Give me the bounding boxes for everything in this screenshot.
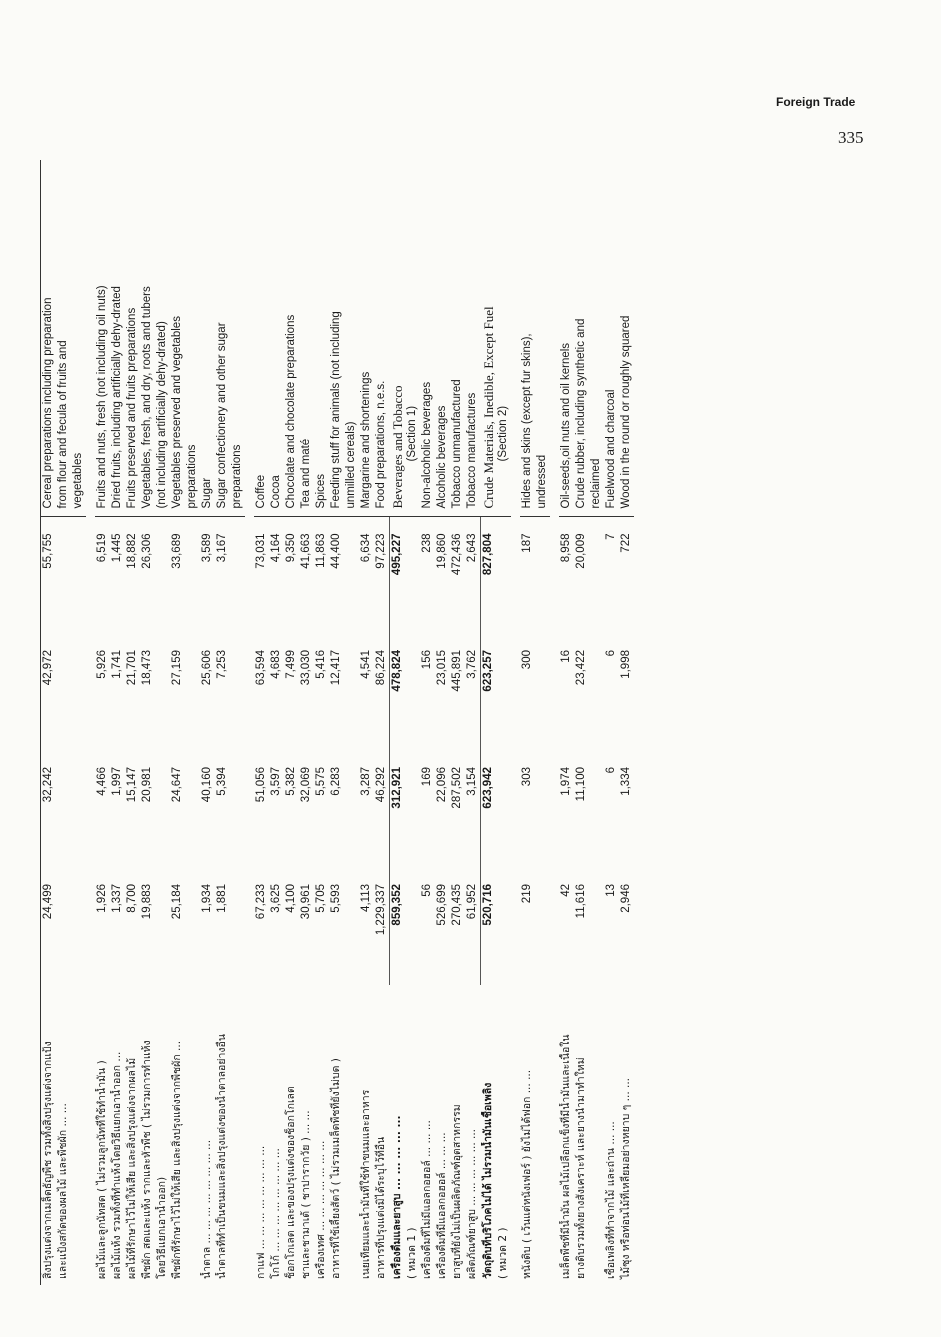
value-col-2: 623,942 [481, 751, 497, 868]
value-col-1: 19,883 [141, 884, 153, 920]
value-col-2: 5,382 [285, 767, 297, 796]
value-col-1: 1,934 [201, 884, 213, 913]
value-col-4: 18,882 [126, 533, 138, 569]
value-col-4: 7 [605, 533, 617, 540]
thai-description: ช็อกโกเลต และของปรุงแต่งของช็อกโกเลต [285, 1086, 297, 1279]
value-col-4: 11,863 [315, 533, 327, 568]
table-row [574, 160, 589, 1285]
value-col-3 [230, 634, 245, 751]
english-description: Food preparations, n.e.s. [374, 160, 390, 517]
english-description: preparations [230, 160, 245, 517]
table-row [589, 160, 604, 1285]
value-col-2: 5,394 [216, 767, 228, 796]
value-col-4: 1,445 [111, 533, 123, 563]
value-col-4: 472,436 [451, 533, 463, 576]
value-col-2: 20,981 [141, 767, 153, 803]
value-col-2: 32,242 [42, 767, 54, 803]
value-col-1: 5,705 [315, 884, 327, 913]
table-row [329, 160, 344, 1285]
value-col-3: 18,473 [141, 650, 153, 686]
english-description: Sugar confectionery and other sugar [215, 160, 230, 517]
table-row [359, 160, 374, 1285]
value-col-1 [535, 868, 550, 985]
value-col-3 [155, 634, 170, 751]
english-description: (not including artificially dehy-drated) [155, 160, 170, 517]
thai-description: พืชผักที่รักษาไว้ไม่ให้เสีย และสิ่งปรุงแต่งจากพืชผัก ... [171, 1040, 183, 1279]
value-col-1 [589, 868, 604, 985]
thai-description: เครื่องดื่มและยาสูบ ... ... ... ... ... [390, 1115, 403, 1279]
value-col-1: 859,352 [390, 868, 406, 985]
table-row [390, 160, 406, 1285]
value-col-3: 25,606 [201, 650, 213, 686]
thai-description: น้ำตาล ... ... ... ... ... ... ... ... [201, 1139, 213, 1279]
english-description: Dried fruits, including artificially dehy-drated [110, 160, 125, 517]
value-col-3 [71, 634, 86, 751]
table-row [374, 160, 390, 1285]
value-col-4 [71, 517, 86, 634]
english-description: (Section 2) [496, 160, 511, 517]
english-description: Feeding stuff for animals (not including [329, 160, 344, 517]
english-description: Coffee [254, 160, 269, 517]
table-row [604, 160, 619, 1285]
value-col-4 [155, 517, 170, 634]
value-col-1: 270,435 [451, 884, 463, 926]
value-col-1: 8,700 [126, 884, 138, 913]
table [40, 160, 634, 1285]
value-col-2: 6,283 [330, 767, 342, 796]
table-row [125, 160, 140, 1285]
table-row [465, 160, 481, 1285]
table-row [420, 160, 435, 1285]
value-col-4: 238 [421, 533, 433, 553]
thai-description: เมล็ดพืชที่มีน้ำมัน ผลไม้เปลือกแข็งที่มีน้ำมันและเนื้อใน [560, 1034, 572, 1279]
english-description: undressed [535, 160, 550, 517]
thai-description: ยางดิบรวมทั้งยางสังเคราะห์ และยางนำมาทำใหม่ [575, 1057, 587, 1279]
table-row [254, 160, 269, 1285]
value-col-2: 11,100 [575, 767, 587, 802]
english-description: Cereal preparations including preparation [41, 160, 56, 517]
value-col-4: 20,009 [575, 533, 587, 569]
english-description: preparations [185, 160, 200, 517]
value-col-4: 97,223 [375, 533, 387, 569]
thai-description: ชาและชามาเต้ ( ชาปารากวัย ) ... ... [300, 1110, 312, 1279]
value-col-1 [155, 868, 170, 985]
value-col-3 [344, 634, 359, 751]
thai-description: สิ่งปรุงแต่งจากเมล็ดธัญพืช รวมทั้งสิ่งปรุงแต่งจากแป้ง [42, 1041, 54, 1279]
row-spacer [511, 160, 520, 1285]
table-row [230, 160, 245, 1285]
value-col-1: 2,946 [620, 884, 632, 913]
value-col-1: 520,716 [481, 868, 497, 985]
table-row [520, 160, 535, 1285]
table-row [299, 160, 314, 1285]
thai-description: เครื่องดื่มที่มีแอลกอฮอล์ ... ... ... [436, 1132, 448, 1279]
english-description: Sugar [200, 160, 215, 517]
english-description: vegetables [71, 160, 86, 517]
value-col-3: 5,926 [96, 650, 108, 679]
table-row [71, 160, 86, 1285]
value-col-1: 11,616 [575, 884, 587, 919]
english-description: Tea and maté [299, 160, 314, 517]
value-col-1: 25,184 [171, 884, 183, 920]
thai-description: ( หมวด 1 ) [406, 1227, 418, 1279]
value-col-3: 5,416 [315, 650, 327, 679]
value-col-3: 7,499 [285, 650, 297, 679]
value-col-3: 42,972 [42, 650, 54, 686]
value-col-1: 219 [521, 884, 533, 904]
value-col-4: 3,167 [216, 533, 228, 563]
value-col-3: 4,541 [360, 650, 372, 679]
value-col-2 [155, 751, 170, 868]
value-col-4: 26,306 [141, 533, 153, 569]
value-col-4 [535, 517, 550, 634]
english-description: Tobacco manufactures [465, 160, 481, 517]
thai-description [589, 985, 604, 1285]
value-col-3: 27,159 [171, 650, 183, 686]
value-col-4 [185, 517, 200, 634]
value-col-1: 42 [560, 884, 572, 897]
table-row [535, 160, 550, 1285]
value-col-2: 3,597 [270, 767, 282, 796]
english-description: Vegetables preserved and vegetables [170, 160, 185, 517]
running-header: Foreign Trade [776, 95, 856, 109]
value-col-2: 40,160 [201, 767, 213, 803]
table-row [140, 160, 155, 1285]
english-description: Non-alcoholic beverages [420, 160, 435, 517]
value-col-3: 6 [605, 650, 617, 657]
value-col-4 [344, 517, 359, 634]
english-description: Hides and skins (except fur skins), [520, 160, 535, 517]
value-col-3: 12,417 [330, 650, 342, 686]
value-col-1: 24,499 [42, 884, 54, 920]
value-col-4: 73,031 [255, 533, 267, 569]
value-col-2: 1,997 [111, 767, 123, 796]
value-col-2 [185, 751, 200, 868]
value-col-2: 4,466 [96, 767, 108, 796]
value-col-4 [230, 517, 245, 634]
table-row [344, 160, 359, 1285]
value-col-3: 623,257 [481, 634, 497, 751]
value-col-3 [589, 634, 604, 751]
value-col-2 [496, 751, 511, 868]
value-col-1 [405, 868, 420, 985]
trade-statistics-table [40, 160, 880, 1285]
value-col-1 [185, 868, 200, 985]
value-col-2 [56, 751, 71, 868]
value-col-3: 445,891 [451, 650, 463, 692]
value-col-1: 13 [605, 884, 617, 897]
thai-description: โกโก้ ... ... ... ... ... ... ... ... [270, 1148, 282, 1279]
english-description: Fruits preserved and fruits preparations [125, 160, 140, 517]
value-col-2: 3,287 [360, 767, 372, 796]
value-col-3: 300 [521, 650, 533, 670]
value-col-2: 1,334 [620, 767, 632, 796]
value-col-3 [56, 634, 71, 751]
value-col-3: 23,422 [575, 650, 587, 686]
value-col-1: 61,952 [466, 884, 478, 920]
thai-description: ไม้ซุง หรือท่อนไม้ที่เหลี่ยมอย่างหยาบ ๆ ... ... [620, 1077, 632, 1279]
value-col-2 [589, 751, 604, 868]
table-row [314, 160, 329, 1285]
value-col-4: 6,519 [96, 533, 108, 563]
value-col-3 [185, 634, 200, 751]
value-col-1 [344, 868, 359, 985]
value-col-2: 15,147 [126, 767, 138, 803]
english-description: Chocolate and chocolate preparations [284, 160, 299, 517]
english-description: Margarine and shortenings [359, 160, 374, 517]
english-description: from flour and fecula of fruits and [56, 160, 71, 517]
value-col-1: 5,593 [330, 884, 342, 913]
value-col-4: 4,164 [270, 533, 282, 563]
value-col-4 [405, 517, 420, 634]
value-col-3: 16 [560, 650, 572, 663]
value-col-1 [496, 868, 511, 985]
table-row [559, 160, 574, 1285]
value-col-2: 51,056 [255, 767, 267, 803]
value-col-2: 22,096 [436, 767, 448, 803]
value-col-2: 46,292 [375, 767, 387, 803]
thai-description: หนังดิบ ( เว้นแต่หนังเฟอร์ ) ยังไม่ได้ฟอก ... ... [521, 1069, 533, 1279]
english-description: Cocoa [269, 160, 284, 517]
english-description: Oil-seeds,oil nuts and oil kernels [559, 160, 574, 517]
value-col-4: 19,860 [436, 533, 448, 569]
thai-description: ยาสูบที่ยังไม่เป็นผลิตภัณฑ์อุตสาหกรรม [451, 1104, 463, 1279]
table-row [284, 160, 299, 1285]
thai-description: เชื้อเพลิงที่ทำจากไม้ และถ่าน ... ... [605, 1121, 617, 1279]
page-number: 335 [838, 128, 864, 147]
value-col-1: 1,926 [96, 884, 108, 913]
thai-description [230, 985, 245, 1285]
value-col-3: 1,741 [111, 650, 123, 679]
value-col-1: 4,100 [285, 884, 297, 913]
table-body [41, 160, 635, 1285]
value-col-4: 8,958 [560, 533, 572, 563]
english-description: Tobacco unmanufactured [450, 160, 465, 517]
value-col-2 [71, 751, 86, 868]
thai-description: วัตถุดิบที่บริโภคไม่ได้ ไม่รวมน้ำมันเชื้อเพลิง [481, 1082, 494, 1279]
table-row [41, 160, 56, 1285]
value-col-3: 33,030 [300, 650, 312, 686]
thai-description: เครื่องดื่มที่ไม่มีแอลกอฮอล์ ... ... ... [421, 1120, 433, 1279]
table-row [56, 160, 71, 1285]
table-row [269, 160, 284, 1285]
table-row [200, 160, 215, 1285]
thai-description: โดยวิธีแยกเอาน้ำออก) [156, 1176, 168, 1279]
value-col-3: 3,762 [466, 650, 478, 679]
thai-description: ผลไม้แห้ง รวมทั้งที่ทำแห้งโดยวิธีแยกเอาน้ำออก ... [111, 1051, 123, 1279]
thai-description: ผลิตภัณฑ์ยาสูบ ... ... ... ... ... ... [466, 1128, 478, 1279]
english-description: Fruits and nuts, fresh (not including oil nuts) [95, 160, 110, 517]
english-description: Spices [314, 160, 329, 517]
value-col-2 [535, 751, 550, 868]
thai-description: และแป้งสกัดของผลไม้ และพืชผัก ... ... [57, 1103, 69, 1279]
value-col-3: 1,998 [620, 650, 632, 679]
value-col-3 [535, 634, 550, 751]
thai-description: กาแฟ ... ... ... ... ... ... ... ... [255, 1145, 267, 1279]
thai-description: ผลไม้และลูกนัทสด ( ไม่รวมลูกนัทที่ใช้ทำน้ำมัน ) [96, 1060, 108, 1279]
value-col-1 [71, 868, 86, 985]
value-col-4 [56, 517, 71, 634]
value-col-3: 156 [421, 650, 433, 670]
table-row [450, 160, 465, 1285]
value-col-2: 312,921 [390, 751, 406, 868]
english-description: Wood in the round or roughly squared [619, 160, 634, 517]
value-col-3: 23,015 [436, 650, 448, 686]
value-col-1: 3,625 [270, 884, 282, 913]
english-description: Crude rubber, including synthetic and [574, 160, 589, 517]
table-row [215, 160, 230, 1285]
value-col-2: 6 [605, 767, 617, 774]
thai-description: เนยเทียมและน้ำมันที่ใช้ทำขนมและอาหาร [360, 1089, 372, 1279]
table-row [95, 160, 110, 1285]
english-description: Crude Materials, Inedible, Except Fuel [481, 160, 497, 517]
thai-description [71, 985, 86, 1285]
thai-description [344, 985, 359, 1285]
value-col-4: 44,400 [330, 533, 342, 569]
english-description: Fuelwood and charcoal [604, 160, 619, 517]
value-col-1: 526,699 [436, 884, 448, 926]
value-col-1 [56, 868, 71, 985]
thai-description [185, 985, 200, 1285]
table-row [496, 160, 511, 1285]
thai-description: ( หมวด 2 ) [497, 1227, 509, 1279]
table-row [155, 160, 170, 1285]
value-col-4 [496, 517, 511, 634]
value-col-3 [496, 634, 511, 751]
value-col-3: 478,824 [390, 634, 406, 751]
thai-description: น้ำตาลที่ทำเป็นขนมและสิ่งปรุงแต่งของน้ำตาลอย่างอื่น [216, 1034, 228, 1279]
thai-description: อาหารที่ใช้เลี้ยงสัตว์ ( ไม่รวมเมล็ดพืชที่ยังไม่บด ) [330, 1058, 342, 1279]
value-col-2 [230, 751, 245, 868]
value-col-3: 63,594 [255, 650, 267, 686]
value-col-4: 187 [521, 533, 533, 553]
english-description: (Section 1) [405, 160, 420, 517]
english-description: Vegetables, fresh, and dry, roots and tubers [140, 160, 155, 517]
table-row [110, 160, 125, 1285]
value-col-4: 55,755 [42, 533, 54, 569]
value-col-4: 2,643 [466, 533, 478, 563]
value-col-2: 32,069 [300, 767, 312, 803]
value-col-2 [405, 751, 420, 868]
value-col-3: 86,224 [375, 650, 387, 686]
value-col-4: 6,634 [360, 533, 372, 563]
english-description: unmilled cereals) [344, 160, 359, 517]
value-col-4: 9,350 [285, 533, 297, 563]
english-description: Beverages and Tobacco [390, 160, 406, 517]
value-col-2: 1,974 [560, 767, 572, 796]
value-col-1: 1,337 [111, 884, 123, 913]
table-row [185, 160, 200, 1285]
table-row [619, 160, 634, 1285]
value-col-4: 495,227 [390, 517, 406, 634]
table-row [405, 160, 420, 1285]
thai-description: พืชผัก สดและแห้ง รากและหัวพืช ( ไม่รวมการทำแห้ง [141, 1040, 153, 1279]
row-spacer [86, 160, 95, 1285]
table-row [481, 160, 497, 1285]
row-spacer [245, 160, 254, 1285]
value-col-4 [589, 517, 604, 634]
table-row [435, 160, 450, 1285]
value-col-3: 21,701 [126, 650, 138, 686]
value-col-1: 30,961 [300, 884, 312, 920]
value-col-2 [344, 751, 359, 868]
value-col-3: 4,683 [270, 650, 282, 679]
value-col-2: 287,502 [451, 767, 463, 809]
value-col-1: 56 [421, 884, 433, 897]
value-col-2: 169 [421, 767, 433, 787]
value-col-1 [230, 868, 245, 985]
thai-description [535, 985, 550, 1285]
english-description: reclaimed [589, 160, 604, 517]
value-col-4: 33,689 [171, 533, 183, 569]
value-col-4: 41,663 [300, 533, 312, 569]
value-col-3: 7,253 [216, 650, 228, 679]
value-col-2: 3,154 [466, 767, 478, 796]
thai-description: อาหารที่ปรุงแต่งมิได้ระบุไว้ที่อื่น [375, 1136, 387, 1279]
thai-description: ผลไม้ที่รักษาไว้ไม่ให้เสีย และสิ่งปรุงแต่งจากผลไม้ [126, 1057, 138, 1279]
value-col-1: 1,229,337 [375, 884, 387, 936]
value-col-4: 722 [620, 533, 632, 553]
table-row [170, 160, 185, 1285]
value-col-2: 5,575 [315, 767, 327, 796]
value-col-1: 4,113 [360, 884, 372, 912]
value-col-1: 67,233 [255, 884, 267, 920]
value-col-3 [405, 634, 420, 751]
value-col-2: 24,647 [171, 767, 183, 803]
value-col-4: 827,804 [481, 517, 497, 634]
value-col-1: 1,881 [216, 884, 228, 913]
thai-description: เครื่องเทศ ... ... ... ... ... ... ... [315, 1140, 327, 1279]
row-spacer [550, 160, 559, 1285]
value-col-2: 303 [521, 767, 533, 787]
english-description: Alcoholic beverages [435, 160, 450, 517]
value-col-4: 3,589 [201, 533, 213, 563]
